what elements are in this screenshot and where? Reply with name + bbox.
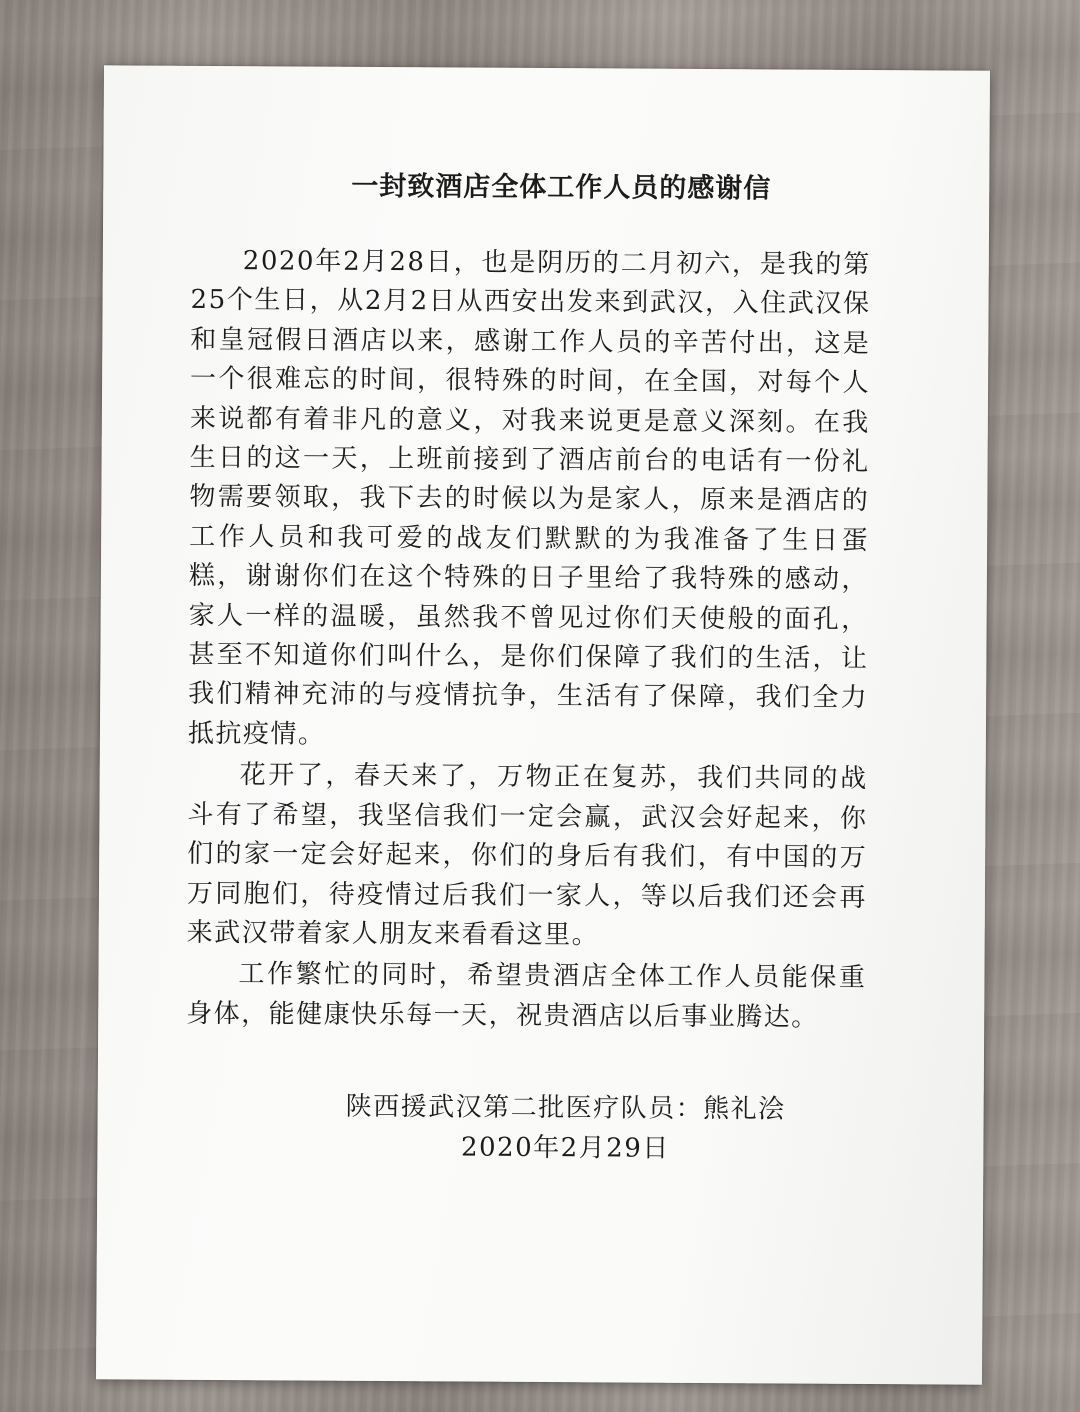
letter-paper <box>96 65 990 1384</box>
signature-line: 陕西援武汉第二批医疗队员：熊礼浍 <box>345 1091 786 1125</box>
letter-paragraph-2: 花开了，春天来了，万物正在复苏，我们共同的战斗有了希望，我坚信我们一定会赢，武汉会好起来，你们的家一定会好起来，你们的身后有我们，有中国的万万同胞们，待疫情过后我们一家人，等以后我们还会再来武汉带着家人朋友来看看这里。 <box>186 760 868 951</box>
letter-paragraph-1: 2020年2月28日，也是阴历的二月初六，是我的第25个生日，从2月2日从西安出发来到武汉，入住武汉保和皇冠假日酒店以来，感谢工作人员的辛苦付出，这是一个很难忘的时间，很特殊的时间，在全国，对每个人来说都有着非凡的意义，对我来说更是意义深刻。在我生日的这一天，上班前接到了酒店前台的电话有一份礼物需要领取，我下去的时候以为是家人，原来是酒店的工作人员和我可爱的战友们默默的为我准备了生日蛋糕，谢谢你们在这个特殊的日子里给了我特殊的感动，家人一样的温暖，虽然我不曾见过你们天使般的面孔，甚至不知道你们叫什么，是你们保障了我们的生活，让我们精神充沛的与疫情抗争，生活有了保障，我们全力抵抗疫情。 <box>187 246 871 750</box>
signature-date: 2020年2月29日 <box>460 1132 670 1164</box>
letter-title: 一封致酒店全体工作人员的感谢信 <box>351 170 772 205</box>
letter-paragraph-3: 工作繁忙的同时，希望贵酒店全体工作人员能保重身体，能健康快乐每一天，祝贵酒店以后事业腾达。 <box>186 959 867 1033</box>
letter-body <box>185 166 871 1170</box>
letter-signature-block <box>185 1086 865 1170</box>
